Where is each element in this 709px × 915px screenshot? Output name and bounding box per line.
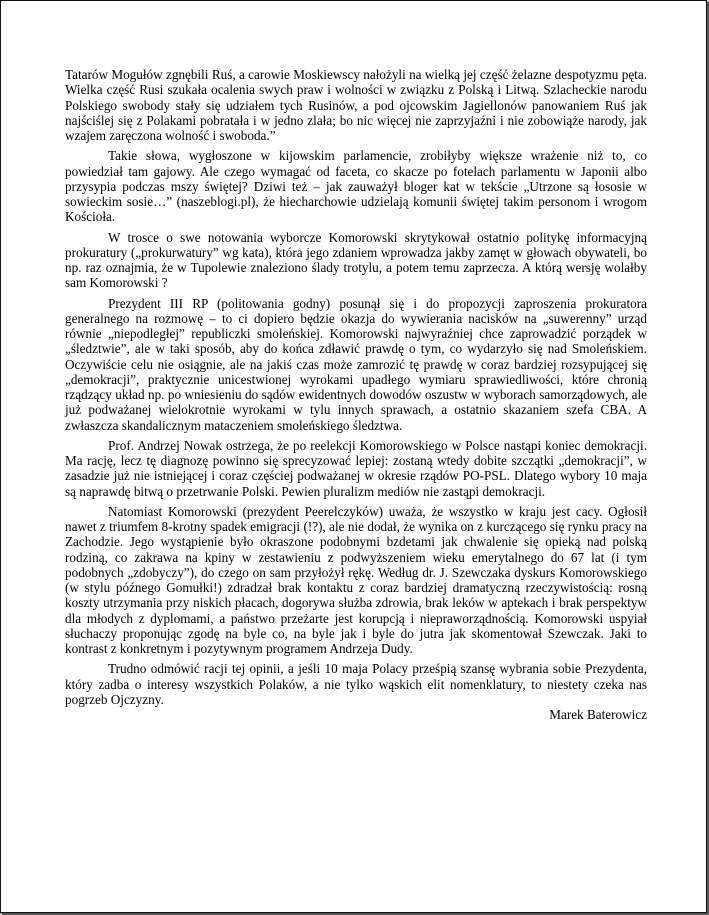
signature: Marek Baterowicz	[549, 707, 647, 722]
paragraph-7: Trudno odmówić racji tej opinii, a jeśli 10 maja Polacy prześpią szansę wybrania sobie Prezydenta, który zadba o interesy wszystkich Polaków, a nie tylko wąskich elit nomenklatury, to niestety czeka nas pogrzeb Ojczyzny.	[65, 661, 647, 707]
paragraph-2: Takie słowa, wygłoszone w kijowskim parlamencie, zrobiłyby większe wrażenie niż to, co powiedział tam gajowy. Ale czego wymagać od faceta, co skacze po fotelach parlamentu w Japonii albo przysypia podczas mszy świętej? Dziwi też – jak zauważył bloger kat w tekście „Utrzone są łososie w sowieckim sosie…” (naszeblogi.pl), że hiecharchowie udzielają komunii świętej takim personom i wrogom Kościoła.	[65, 148, 647, 225]
paragraph-3: W trosce o swe notowania wyborcze Komorowski skrytykował ostatnio politykę informacyjną prokuratury („prokurwatury” wg kata), która jego zdaniem wprowadza jakby zamęt w głowach obywateli, bo np. raz oznajmia, że w Tupolewie znaleziono ślady trotylu, a potem temu zaprzecza. A którą wersję wolałby sam Komorowski ?	[65, 229, 647, 291]
paragraph-1: Tatarów Mogułów zgnębili Ruś, a carowie Moskiewscy nałożyli na wielką jej część żelazne despotyzmu pęta. Wielka część Rusi szukała ocalenia swych praw i wolności w związku z Polską i Litwą. Szlacheckie narodu Polskiego swobody stały się udziałem tych Rusinów, a pod ojcowskim Jagiellonów panowaniem Ruś jak najściślej się z Polakami pobratała i w jedno zlała; bo nic więcej nie zaprzyjaźni i nie zobowiąże narody, jak wzajem zaręczona wolność i swoboda.”	[65, 67, 647, 143]
document-body	[65, 67, 647, 727]
paragraph-4: Prezydent III RP (politowania godny) posunął się i do propozycji zaproszenia prokuratora generalnego na rozmowę – to ci dopiero będzie okazja do wywierania nacisków na „suwerenny” urząd równie „niepodległej” republiczki smoleńskiej. Komorowski najwyraźniej chce zaprowadzić porządek w „śledztwie”, ale w taki sposób, aby do końca zdławić prawdę o tym, co wydarzyło się nad Smoleńskiem. Oczywiście celu nie osiągnie, ale na jakiś czas może zamrozić tę prawdę w coraz bardziej rozsypującej się „demokracji”, praktycznie unicestwionej wyrokami upadłego wymiaru sprawiedliwości, które chronią rządzący układ np. po wniesieniu do sądów ewidentnych dowodów oszustw w wyborach samorządowych, ale już podważanej wielokrotnie wyrokami w tylu innych sprawach, a ostatnio skazaniem szefa CBA. A zwłaszcza skandalicznym mataczeniem smoleńskiego śledztwa.	[65, 295, 647, 433]
paragraph-5: Prof. Andrzej Nowak ostrzega, że po reelekcji Komorowskiego w Polsce nastąpi koniec demokracji. Ma rację, lecz tę diagnozę powinno się sprecyzować lepiej: zostaną wtedy dobite szczątki „demokracji”, w zasadzie już nie istniejącej i coraz częściej podważanej w okresie rządów PO-PSL. Dlatego wybory 10 maja są naprawdę bitwą o przetrwanie Polski. Pewien pluralizm mediów nie zastąpi demokracji.	[65, 437, 647, 499]
paragraph-6: Natomiast Komorowski (prezydent Peerelczyków) uważa, że wszystko w kraju jest cacy. Ogłosił nawet z triumfem 8-krotny spadek emigracji (!?), ale nie dodał, że wynika on z kurczącego się rynku pracy na Zachodzie. Jego wystąpienie było okraszone podobnymi bzdetami jak chwalenie się opieką nad polską rodziną, co zakrawa na kpiny w zestawieniu z podwyższeniem wieku emerytalnego do 67 lat (i tym podobnych „zdobyczy”), do czego on sam przyłożył rękę. Według dr. J. Szewczaka dyskurs Komorowskiego (w stylu późnego Gomułki!) zdradzał brak kontaktu z coraz bardziej dramatyczną rzeczywistością: rosną koszty utrzymania przy niskich płacach, dogorywa służba zdrowia, brak leków w aptekach i brak perspektyw dla młodych z dyplomami, a państwo przeżarte jest korupcją i niepraworządnością. Komorowski uspyiał słuchaczy proponując zgodę na byle co, na byle jak i byle do jutra jak skomentował Szewczak. Jaki to kontrast z konkretnym i pozytywnym programem Andrzeja Dudy.	[65, 503, 647, 656]
